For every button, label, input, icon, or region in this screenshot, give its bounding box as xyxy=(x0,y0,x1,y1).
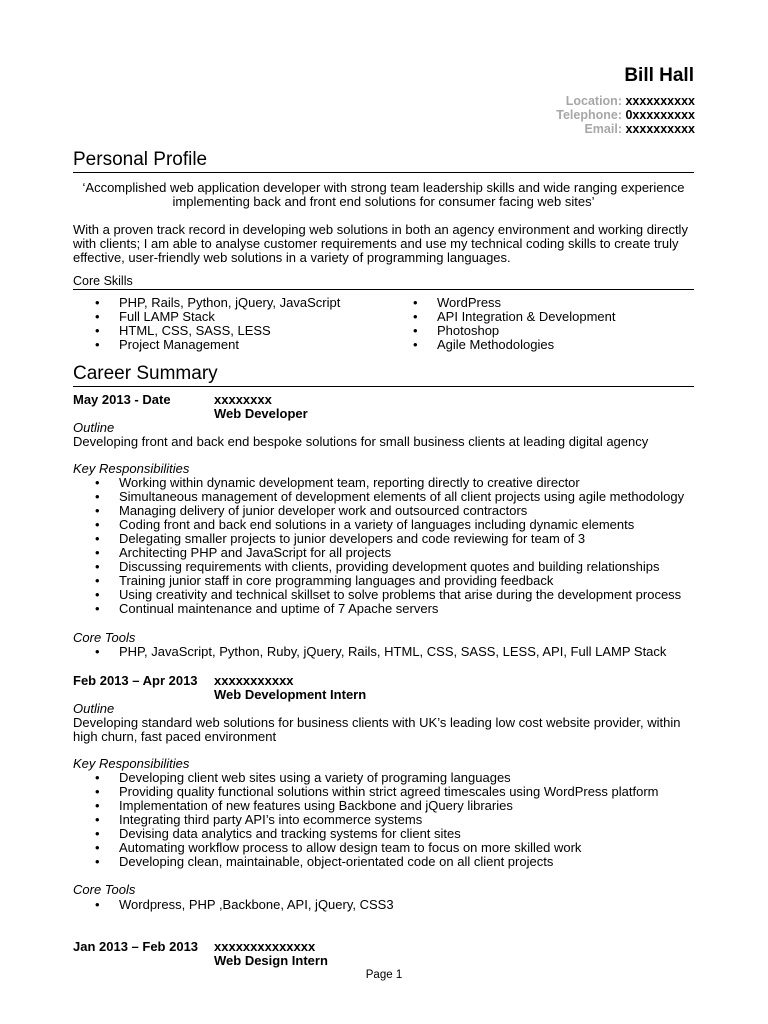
responsibilities-list xyxy=(73,771,713,869)
outline-line: Developing front and back end bespoke solutions for small business clients at leading digital agency xyxy=(73,434,649,449)
skill-item: • WordPress xyxy=(391,296,616,310)
responsibilities-label: Key Responsibilities xyxy=(73,461,190,476)
job-outline xyxy=(73,435,713,449)
responsibility-item: • Implementation of new features using Backbone and jQuery libraries xyxy=(73,799,713,813)
skill-item: • HTML, CSS, SASS, LESS xyxy=(73,324,391,338)
responsibility-item: • Devising data analytics and tracking systems for client sites xyxy=(73,827,713,841)
core-tools-label: Core Tools xyxy=(73,882,136,897)
responsibility-item: • Continual maintenance and uptime of 7 Apache servers xyxy=(73,602,713,616)
skills-column-left xyxy=(73,296,391,352)
skill-item: • Project Management xyxy=(73,338,391,352)
job-title: Web Design Intern xyxy=(214,953,328,968)
outline-label: Outline xyxy=(73,701,115,716)
skill-item: • Agile Methodologies xyxy=(391,338,616,352)
core-tools-list xyxy=(73,898,713,912)
responsibilities-list xyxy=(73,476,713,616)
telephone-value: 0xxxxxxxxx xyxy=(625,108,695,122)
responsibility-item: • Architecting PHP and JavaScript for all projects xyxy=(73,546,713,560)
tool-item: • Wordpress, PHP ,Backbone, API, jQuery, CSS3 xyxy=(73,898,713,912)
core-skills-list xyxy=(73,296,694,352)
personal-profile-heading: Personal Profile xyxy=(73,149,694,173)
tool-item: • PHP, JavaScript, Python, Ruby, jQuery, Rails, HTML, CSS, SASS, LESS, API, Full LAMP Stack xyxy=(73,645,713,659)
responsibility-item: • Integrating third party API’s into ecommerce systems xyxy=(73,813,713,827)
responsibility-item: • Delegating smaller projects to junior developers and code reviewing for team of 3 xyxy=(73,532,713,546)
responsibility-item: • Automating workflow process to allow design team to focus on more skilled work xyxy=(73,841,713,855)
responsibility-item: • Using creativity and technical skillset to solve problems that arise during the development process xyxy=(73,588,713,602)
skill-item: • Photoshop xyxy=(391,324,616,338)
quote-line: implementing back and front end solutions for consumer facing web sites’ xyxy=(172,194,595,209)
responsibility-item: • Providing quality functional solutions within strict agreed timescales using WordPress platform xyxy=(73,785,713,799)
responsibility-item: • Coding front and back end solutions in a variety of languages including dynamic elements xyxy=(73,518,713,532)
paragraph-line: With a proven track record in developing web solutions in both an agency environment and working directly xyxy=(73,222,688,237)
page-number: Page 1 xyxy=(365,969,403,981)
core-tools-label: Core Tools xyxy=(73,630,136,645)
core-tools-list xyxy=(73,645,713,659)
telephone-label: Telephone: xyxy=(556,108,622,122)
paragraph-line: with clients; I am able to analyse customer requirements and use my technical coding skills to create truly xyxy=(73,236,679,251)
job-company: xxxxxxxxxxx xyxy=(214,673,294,688)
job-company: xxxxxxxxxxxxxx xyxy=(214,939,316,954)
quote-line: ‘Accomplished web application developer with strong team leadership skills and wide ranging experience xyxy=(82,180,685,195)
candidate-name: Bill Hall xyxy=(624,65,694,86)
skill-item: • API Integration & Development xyxy=(391,310,616,324)
responsibility-item: • Developing client web sites using a variety of programing languages xyxy=(73,771,713,785)
responsibility-item: • Working within dynamic development team, reporting directly to creative director xyxy=(73,476,713,490)
responsibility-item: • Developing clean, maintainable, object-orientated code on all client projects xyxy=(73,855,713,869)
skill-item: • Full LAMP Stack xyxy=(73,310,391,324)
email-label: Email: xyxy=(584,122,622,136)
location-line xyxy=(556,94,695,108)
skills-column-right xyxy=(391,296,616,352)
job-title: Web Developer xyxy=(214,406,308,421)
email-value: xxxxxxxxxx xyxy=(625,122,695,136)
job-date: May 2013 - Date xyxy=(73,392,171,407)
paragraph-line: effective, user-friendly web solutions in a variety of programming languages. xyxy=(73,250,511,265)
responsibility-item: • Training junior staff in core programming languages and providing feedback xyxy=(73,574,713,588)
location-value: xxxxxxxxxx xyxy=(625,94,695,108)
profile-paragraph xyxy=(73,223,694,265)
responsibility-item: • Discussing requirements with clients, providing development quotes and building relationships xyxy=(73,560,713,574)
career-summary-heading: Career Summary xyxy=(73,363,694,387)
job-outline xyxy=(73,716,713,744)
responsibilities-label: Key Responsibilities xyxy=(73,756,190,771)
profile-quote xyxy=(73,181,694,209)
outline-line: high churn, fast paced environment xyxy=(73,729,277,744)
outline-line: Developing standard web solutions for business clients with UK’s leading low cost website provider, within xyxy=(73,715,681,730)
location-label: Location: xyxy=(565,94,622,108)
skill-item: • PHP, Rails, Python, jQuery, JavaScript xyxy=(73,296,391,310)
contact-details xyxy=(556,94,695,136)
telephone-line xyxy=(556,108,695,122)
job-date: Jan 2013 – Feb 2013 xyxy=(73,939,199,954)
core-skills-heading: Core Skills xyxy=(73,274,694,290)
job-company: xxxxxxxx xyxy=(214,392,272,407)
job-title: Web Development Intern xyxy=(214,687,367,702)
responsibility-item: • Managing delivery of junior developer work and outsourced contractors xyxy=(73,504,713,518)
responsibility-item: • Simultaneous management of development elements of all client projects using agile methodology xyxy=(73,490,713,504)
email-line xyxy=(556,122,695,136)
job-date: Feb 2013 – Apr 2013 xyxy=(73,673,198,688)
outline-label: Outline xyxy=(73,420,115,435)
